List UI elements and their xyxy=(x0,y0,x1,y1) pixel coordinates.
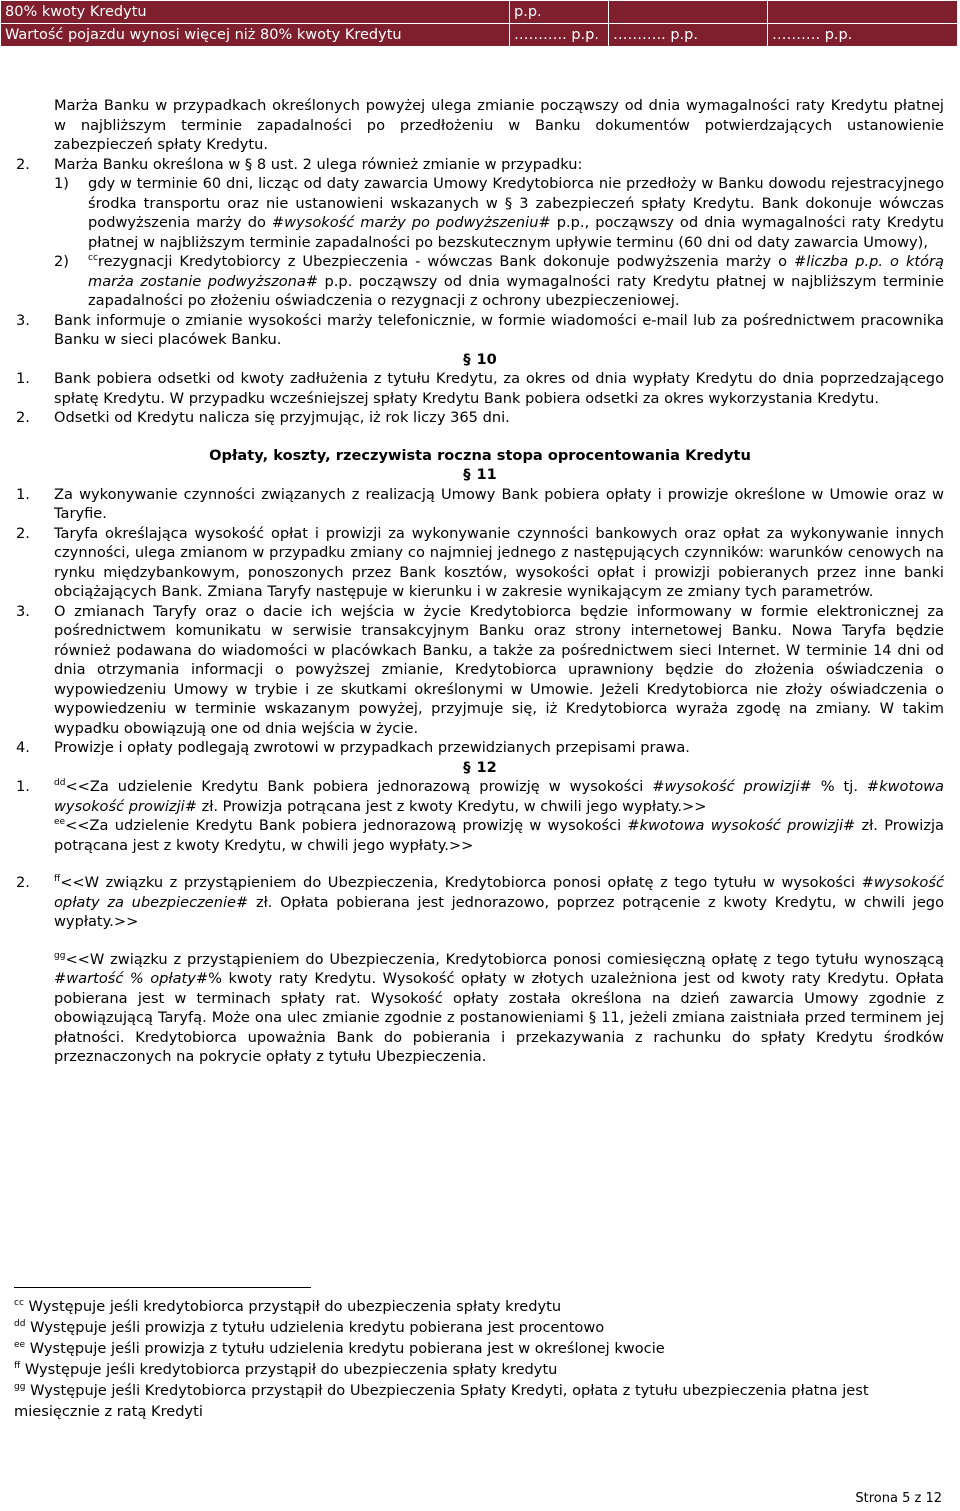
paragraph-text: $^{gg}$<<W związku z przystąpieniem do Ubezpieczenia, Kredytobiorca ponosi comiesięczną opłatę z tego tytułu wynoszącą #wartość % opłaty#% kwoty raty Kredytu. Wysokość opłaty w złotych uzależniona jest od kwoty raty Kredytu. Opłata pobierana jest w terminach spłaty rat. Wysokość opłaty została określona na dzień zawarcia Umowy zgodnie z obowiązującą Taryfą. Może ona ulec zmianie zgodnie z postanowieniami § 11, jeżeli zmiana zaistniała przed terminem jej płatności. Kredytobiorca upoważnia Bank do pobierania i przekazywania z rachunku do spłaty Kredytu środków przeznaczonych na pokrycie opłaty z tytułu Ubezpieczenia. xyxy=(54,950,945,1065)
paragraph-text: $^{ff}$<<W związku z przystąpieniem do Ubezpieczenia, Kredytobiorca ponosi opłatę z tego tytułu w wysokości #wysokość opłaty za ubezpieczenie# zł. Opłata pobierana jest jednorazowo, poprzez potrącenie z kwoty Kredytu, w chwili jego wypłaty.>> xyxy=(54,874,945,930)
paragraph-text: $^{cc}$rezygnacji Kredytobiorcy z Ubezpieczenia - wówczas Bank dokonuje podwyższenia marży o #liczba p.p. o którą marża zostanie podwyższona# p.p. począwszy od dnia wymagalności raty Kredytu płatnej w najbliższym terminie zapadalności po złożeniu oświadczenia o rezygnacji z ochrony ubezpieczeniowej. xyxy=(88,253,944,309)
table-cell: 80% kwoty Kredytu xyxy=(1,1,510,24)
footnote-ref: gg xyxy=(54,950,66,961)
item-number: 2. xyxy=(16,524,30,542)
chapter-heading: Opłaty, koszty, rzeczywista roczna stopa oprocentowania Kredytu xyxy=(209,446,751,464)
footnotes xyxy=(14,1296,944,1422)
list-item xyxy=(16,777,944,816)
table-cell xyxy=(768,1,958,24)
table-row xyxy=(1,24,958,47)
item-number: 1) xyxy=(54,175,69,192)
footnote-ref: cc xyxy=(88,253,98,264)
paragraph-sign: § xyxy=(244,155,253,173)
table-cell: p.p. xyxy=(510,1,609,24)
list-item xyxy=(16,524,944,602)
list-item xyxy=(16,311,944,350)
footnote-ref: dd xyxy=(54,778,66,789)
list-item xyxy=(16,602,944,739)
paragraph-text: Odsetki od Kredytu nalicza się przyjmując, iż rok liczy 365 dni. xyxy=(54,409,510,426)
sub-item xyxy=(54,252,944,311)
footnote-ref: ff xyxy=(54,874,61,885)
list-item xyxy=(16,369,944,408)
paragraph-sign: § xyxy=(463,758,471,776)
list-item xyxy=(16,485,944,524)
list-item xyxy=(16,816,944,855)
item-number: 1. xyxy=(16,778,30,795)
footnote-divider xyxy=(14,1287,311,1288)
table-row xyxy=(1,1,958,24)
section-title: § 11 xyxy=(463,466,497,483)
paragraph-text: Marża Banku określona w § 8 ust. 2 ulega również zmianie w przypadku: xyxy=(54,155,583,173)
item-number: 3. xyxy=(16,602,30,620)
table-cell xyxy=(609,1,768,24)
section-title: § 12 xyxy=(463,758,497,776)
list-item xyxy=(16,738,944,758)
item-number: 4. xyxy=(16,739,30,756)
item-number: 2) xyxy=(54,253,69,270)
paragraph-sign: § xyxy=(463,350,471,368)
footnote-ref: ee xyxy=(54,817,66,828)
item-number: 2. xyxy=(16,155,30,173)
paragraph-text: Bank informuje o zmianie wysokości marży telefonicznie, w formie wiadomości e-mail lub za pośrednictwem pracownika Banku w sieci placówek Banku. xyxy=(54,311,944,348)
paragraph-text: Za wykonywanie czynności związanych z realizacją Umowy Bank pobiera opłaty i prowizje określone w Umowie oraz w Taryfie. xyxy=(54,485,944,522)
section-title: § 10 xyxy=(463,350,497,368)
footnote: $^{cc}$ Występuje jeśli kredytobiorca przystąpił do ubezpieczenia spłaty kredytu xyxy=(14,1298,562,1315)
item-number: 2. xyxy=(16,409,30,426)
paragraph-text: gdy w terminie 60 dni, licząc od daty zawarcia Umowy Kredytobiorca nie przedłoży w Banku dowodu rejestracyjnego środka transportu oraz nie ustanowieni wskazanych w § 3 zabezpieczeń spłaty Kredytu. Bank dokonuje wówczas podwyższenia marży do #wysokość marży po podwyższeniu# p.p., począwszy od dnia wymagalności raty Kredytu płatnej w najbliższym terminie zapadalności po bezskutecznym upływie terminu (60 dni od daty zawarcia Umowy), xyxy=(88,175,945,251)
list-item xyxy=(16,950,944,1067)
item-number: 3. xyxy=(16,311,30,329)
list-item xyxy=(16,408,944,428)
table-cell: Wartość pojazdu wynosi więcej niż 80% kwoty Kredytu xyxy=(1,24,510,47)
footnote: $^{dd}$ Występuje jeśli prowizja z tytułu udzielenia kredytu pobierana jest procentowo xyxy=(14,1319,605,1336)
list-item xyxy=(16,96,944,155)
paragraph-text: Taryfa określająca wysokość opłat i prowizji za wykonywanie czynności bankowych oraz opłat za wykonywanie innych czynności, ulega zmianom w przypadku zmiany co najmniej jednego z następujących czynników: warunków cenowych na rynku międzybankowym, ponoszonych przez Bank kosztów, wysokości opłat i prowizji pobieranych przez inne banki obciążających Bank. Zmiana Taryfy następuje w kierunku i w zakresie wynikającym ze zmiany tych parametrów. xyxy=(54,524,944,600)
item-number: 1. xyxy=(16,370,30,387)
paragraph-text: Bank pobiera odsetki od kwoty zadłużenia z tytułu Kredytu, za okres od dnia wypłaty Kredytu do dnia poprzedzającego spłatę Kredytu. W przypadku wcześniejszej spłaty Kredytu Bank pobiera odsetki za okres wykorzystania Kredytu. xyxy=(54,370,944,407)
list-item xyxy=(16,873,944,932)
paragraph-text: Marża Banku w przypadkach określonych powyżej ulega zmianie począwszy od dnia wymagalności raty Kredytu płatnej w najbliższym terminie zapadalności po przedłożeniu w Banku dokumentów potwierdzających ustanowienie zabezpieczeń spłaty Kredytu. xyxy=(54,97,944,153)
list-item xyxy=(16,155,944,175)
page-number: Strona 5 z 12 xyxy=(855,1491,942,1506)
paragraph-sign: § xyxy=(463,466,471,483)
footnote: $^{gg}$ Występuje jeśli Kredytobiorca przystąpił do Ubezpieczenia Spłaty Kredyti, opłata z tytułu ubezpieczenia płatna jest miesięcznie z ratą Kredyti xyxy=(14,1382,869,1420)
table-cell: ………. p.p. xyxy=(768,24,958,47)
footnote: $^{ee}$ Występuje jeśli prowizja z tytułu udzielenia kredytu pobierana jest w określonej kwocie xyxy=(14,1340,665,1357)
paragraph-text: O zmianach Taryfy oraz o dacie ich wejścia w życie Kredytobiorca będzie informowany w formie elektronicznej za pośrednictwem komunikatu w serwisie transakcyjnym Banku oraz strony internetowej Banku. Nowa Taryfa będzie również podawana do wiadomości w placówkach Banku, a także za pośrednictwem sieci Internet. W terminie 14 dni od dnia otrzymania informacji o powyższej zmianie, Kredytobiorca uprawniony będzie do złożenia oświadczenia o wypowiedzeniu Umowy w trybie i ze skutkami określonymi w Umowie. Jeżeli Kredytobiorca nie złoży oświadczenia o wypowiedzeniu w terminie wskazanym powyżej, przyjmuje się, iż Kredytobiorca wyraża zgodę na zmiany. W takim wypadku obowiązują one od dnia wejścia w życie. xyxy=(54,602,944,737)
document-body xyxy=(16,96,944,1067)
margin-table xyxy=(0,0,958,47)
footnote: $^{ff}$ Występuje jeśli kredytobiorca przystąpił do ubezpieczenia spłaty kredytu xyxy=(14,1361,558,1378)
table-cell: ……….. p.p. xyxy=(510,24,609,47)
item-number: 1. xyxy=(16,485,30,503)
paragraph-text: $^{ee}$<<Za udzielenie Kredytu Bank pobiera jednorazową prowizję w wysokości #kwotowa wysokość prowizji# zł. Prowizja potrącana jest z kwoty Kredytu, w chwili jego wypłaty.>> xyxy=(54,817,944,854)
sub-item xyxy=(54,174,944,252)
table-cell: ……….. p.p. xyxy=(609,24,768,47)
paragraph-sign: § xyxy=(504,194,513,212)
item-number: 2. xyxy=(16,874,30,891)
paragraph-text: $^{dd}$<<Za udzielenie Kredytu Bank pobiera jednorazową prowizję w wysokości #wysokość prowizji# % tj. #kwotowa wysokość prowizji# zł. Prowizja potrącana jest z kwoty Kredytu, w chwili jego wypłaty.>> xyxy=(54,778,945,815)
paragraph-text: Prowizje i opłaty podlegają zwrotowi w przypadkach przewidzianych przepisami prawa. xyxy=(54,739,690,756)
paragraph-sign: § xyxy=(588,1009,597,1026)
